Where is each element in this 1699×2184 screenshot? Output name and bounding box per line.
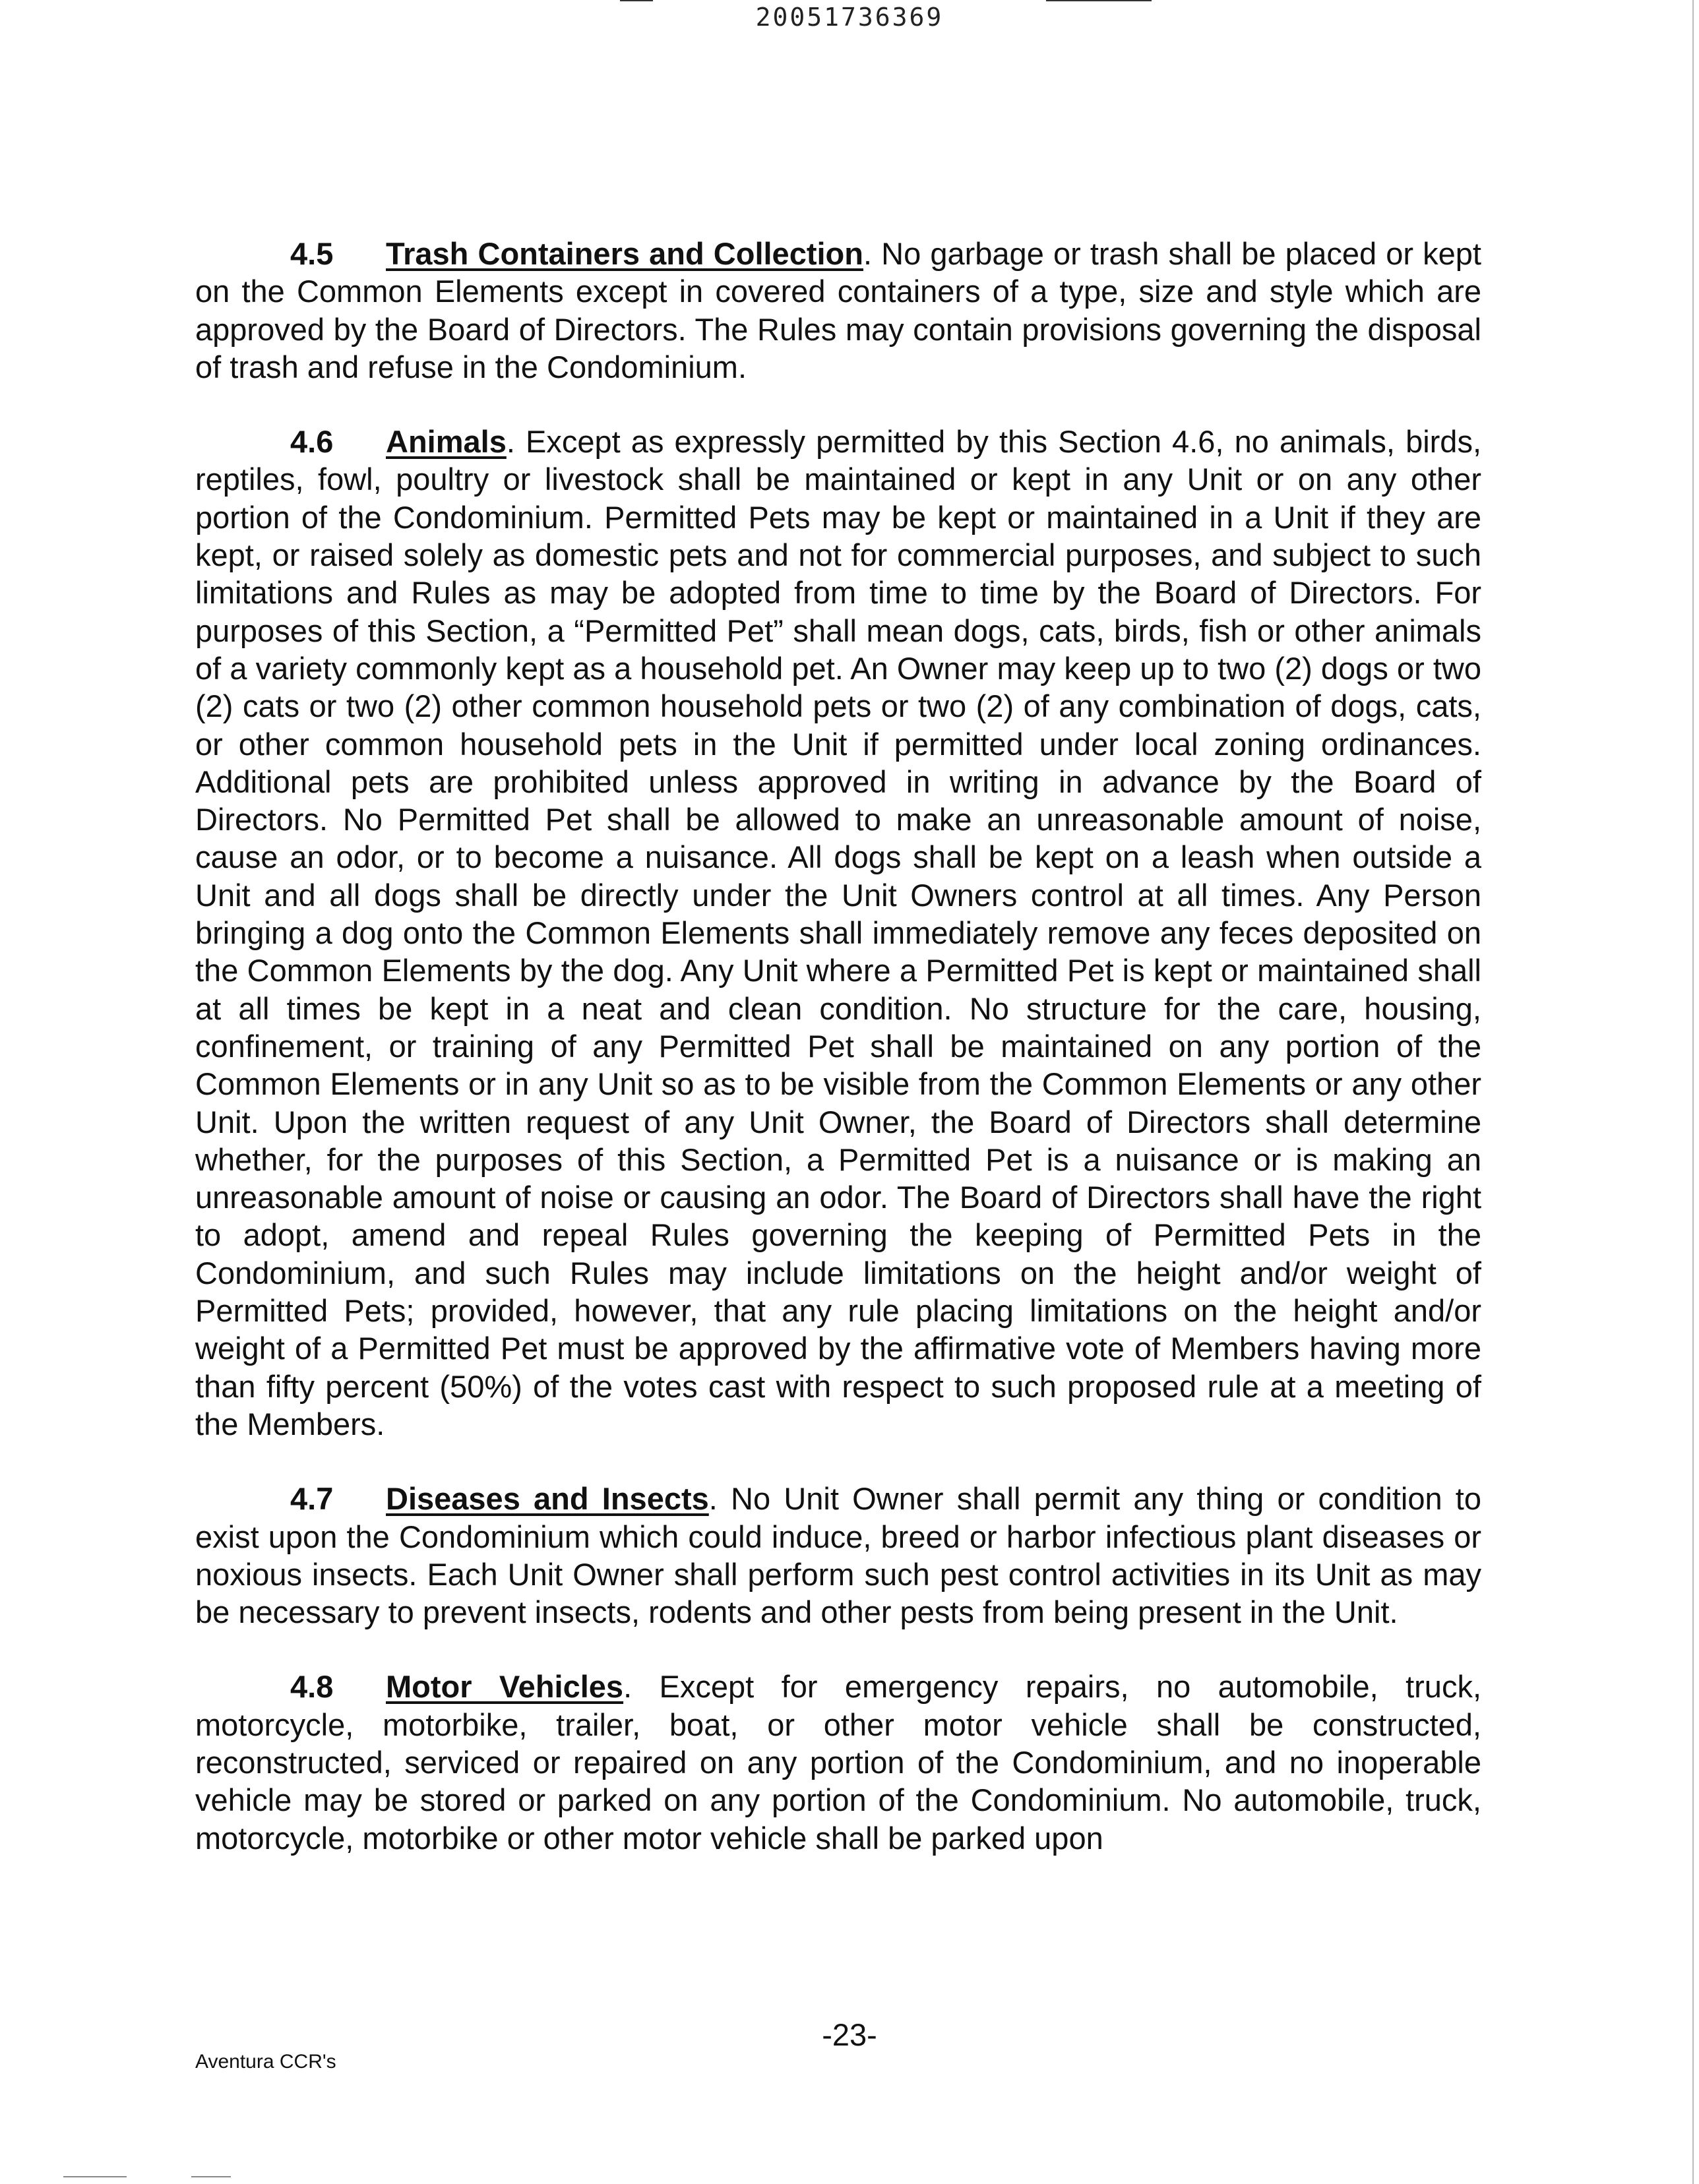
section-4-6: [195, 423, 1481, 1443]
section-heading: Diseases and Insects: [386, 1481, 709, 1517]
section-heading: Animals: [386, 424, 507, 460]
document-id: 20051736369: [755, 3, 944, 32]
section-number: 4.5: [290, 236, 334, 271]
section-body: . Except for emergency repairs, no automobile, truck, motorcycle, motorbike, trailer, boat, or other motor vehicle shall be constructed, reconstructed, serviced or repaired on any portion of the Condominium, and no inoperable vehicle may be stored or parked on any portion of the Condominium. No automobile, truck, motorcycle, motorbike or other motor vehicle shall be parked upon: [195, 1669, 1481, 1856]
footer-document-label: Aventura CCR's: [195, 2051, 336, 2073]
page-number: -23-: [822, 2017, 877, 2052]
section-4-5: [195, 235, 1481, 386]
section-body: . Except as expressly permitted by this Section 4.6, no animals, birds, reptiles, fowl, poultry or livestock shall be maintained or kept in any Unit or on any other portion of the Condominium. Permitted Pets may be kept or maintained in a Unit if they are kept, or raised solely as domestic pets and not for commercial purposes, and subject to such limitations and Rules as may be adopted from time to time by the Board of Directors. For purposes of this Section, a “Permitted Pet” shall mean dogs, cats, birds, fish or other animals of a variety commonly kept as a household pet. An Owner may keep up to two (2) dogs or two (2) cats or two (2) other common household pets or two (2) of any combination of dogs, cats, or other common household pets in the Unit if permitted under local zoning ordinances. Additional pets are prohibited unless approved in writing in advance by the Board of Directors. No Permitted Pet shall be allowed to make an unreasonable amount of noise, cause an odor, or to become a nuisance. All dogs shall be kept on a leash when outside a Unit and all dogs shall be directly under the Unit Owners control at all times. Any Person bringing a dog onto the Common Elements shall immediately remove any feces deposited on the Common Elements by the dog. Any Unit where a Permitted Pet is kept or maintained shall at all times be kept in a neat and clean condition. No structure for the care, housing, confinement, or training of any Permitted Pet shall be maintained on any portion of the Common Elements or in any Unit so as to be visible from the Common Elements or any other Unit. Upon the written request of any Unit Owner, the Board of Directors shall determine whether, for the purposes of this Section, a Permitted Pet is a nuisance or is making an unreasonable amount of noise or causing an odor. The Board of Directors shall have the right to adopt, amend and repeal Rules governing the keeping of Permitted Pets in the Condominium, and such Rules may include limitations on the height and/or weight of Permitted Pets; provided, however, that any rule placing limitations on the height and/or weight of a Permitted Pet must be approved by the affirmative vote of Members having more than fifty percent (50%) of the votes cast with respect to such proposed rule at a meeting of the Members.: [195, 424, 1481, 1441]
section-body: . No garbage or trash shall be placed or kept on the Common Elements except in covered containers of a type, size and style which are approved by the Board of Directors. The Rules may contain provisions governing the disposal of trash and refuse in the Condominium.: [195, 236, 1481, 384]
section-4-7: [195, 1480, 1481, 1631]
section-number: 4.7: [290, 1481, 334, 1517]
section-body: . No Unit Owner shall permit any thing or condition to exist upon the Condominium which could induce, breed or harbor infectious plant diseases or noxious insects. Each Unit Owner shall perform such pest control activities in its Unit as may be necessary to prevent insects, rodents and other pests from being present in the Unit.: [195, 1481, 1481, 1630]
scan-line-top-right: [1046, 0, 1152, 1]
section-number: 4.8: [290, 1669, 334, 1705]
section-4-8: [195, 1668, 1481, 1856]
section-heading: Motor Vehicles: [386, 1669, 624, 1705]
section-number: 4.6: [290, 424, 334, 460]
scan-line-bottom: [191, 2176, 231, 2177]
scan-line-top-left: [620, 0, 653, 1]
document-body: [195, 235, 1481, 1894]
scan-edge-mark: [1692, 0, 1694, 2184]
scan-line-bottom: [63, 2176, 127, 2177]
section-heading: Trash Containers and Collection: [386, 236, 863, 271]
